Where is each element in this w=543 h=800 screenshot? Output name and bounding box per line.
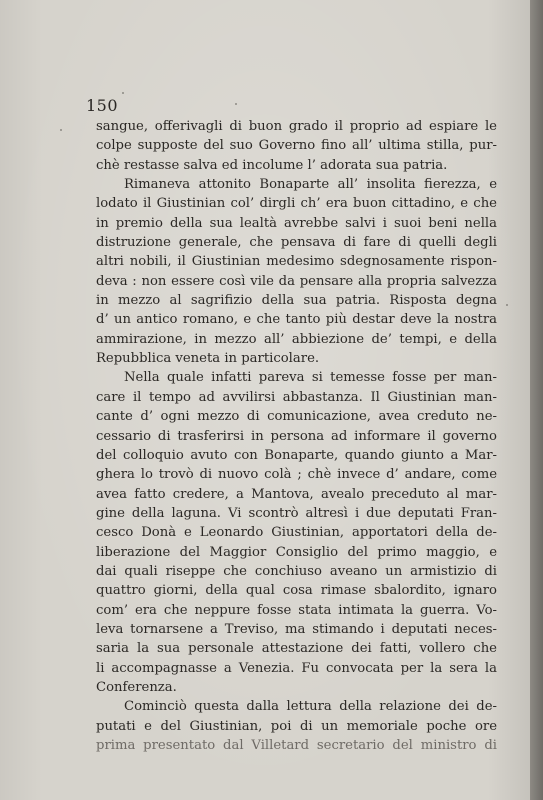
text-line: cante d’ ogni mezzo di comunicazione, avea creduto ne- [96, 409, 497, 425]
text-line: sangue, offerivagli di buon grado il proprio ad espiare le [96, 119, 497, 134]
text-line: Rimaneva attonito Bonaparte all’ insolita fierezza, e [124, 177, 497, 193]
text-line: d’ un antico romano, e che tanto più destar deve la nostra [96, 312, 497, 328]
text-line: com’ era che neppure fosse stata intimata la guerra. Vo- [96, 602, 497, 618]
text-line: in mezzo al sagrifizio della sua patria. Risposta degna [96, 293, 497, 309]
paper-speck [60, 129, 62, 131]
paper-speck [506, 304, 508, 306]
text-line: del colloquio avuto con Bonaparte, quando giunto a Mar- [96, 447, 497, 463]
page-number: 150 [86, 96, 119, 115]
text-line: Conferenza. [96, 679, 177, 695]
text-line: Cominciò questa dalla lettura della relazione dei de- [124, 699, 497, 715]
text-line: cesco Donà e Leonardo Giustinian, apportatori della de- [96, 525, 497, 541]
text-line: liberazione del Maggior Consiglio del primo maggio, e [96, 544, 497, 560]
text-line: Repubblica veneta in particolare. [96, 351, 320, 367]
text-line: care il tempo ad avvilirsi abbastanza. Il Giustinian man- [96, 389, 497, 405]
text-line: Nella quale infatti pareva si temesse fosse per man- [124, 370, 497, 386]
text-line: in premio della sua lealtà avrebbe salvi i suoi beni nella [96, 215, 497, 231]
text-line: colpe supposte del suo Governo fino all’ ultima stilla, pur- [96, 138, 497, 154]
text-line: saria la sua personale attestazione dei fatti, vollero che [96, 641, 497, 657]
page-edge-shadow [530, 0, 543, 800]
text-line: chè restasse salva ed incolume l’ adorata sua patria. [96, 157, 448, 173]
text-line: gine della laguna. Vi scontrò altresì i due deputati Fran- [96, 505, 497, 521]
text-line: avea fatto credere, a Mantova, avealo preceduto al mar- [96, 486, 497, 502]
text-line: lodato il Giustinian col’ dirgli ch’ era buon cittadino, e che [96, 196, 497, 212]
text-line: ammirazione, in mezzo all’ abbiezione de’ tempi, e della [96, 331, 497, 347]
text-line: leva tornarsene a Treviso, ma stimando i deputati neces- [96, 621, 497, 637]
paper-speck [122, 92, 124, 94]
text-line: li accompagnasse a Venezia. Fu convocata per la sera la [96, 660, 497, 676]
text-line: quattro giorni, della qual cosa rimase sbalordito, ignaro [96, 583, 497, 599]
text-line: cessario di trasferirsi in persona ad informare il governo [96, 428, 497, 444]
text-line: dai quali riseppe che conchiuso aveano un armistizio di [96, 563, 497, 579]
text-line: altri nobili, il Giustinian medesimo sdegnosamente rispon- [96, 254, 497, 270]
paper-speck [235, 103, 237, 105]
text-line: distruzione generale, che pensava di fare di quelli degli [96, 235, 497, 251]
body-text [96, 117, 497, 755]
text-line: prima presentato dal Villetard secretario del ministro di [96, 738, 497, 753]
text-line: ghera lo trovò di nuovo colà ; chè invece d’ andare, come [96, 467, 497, 483]
text-line: deva : non essere così vile da pensare alla propria salvezza [96, 273, 497, 289]
text-line: putati e del Giustinian, poi di un memoriale poche ore [96, 718, 497, 734]
